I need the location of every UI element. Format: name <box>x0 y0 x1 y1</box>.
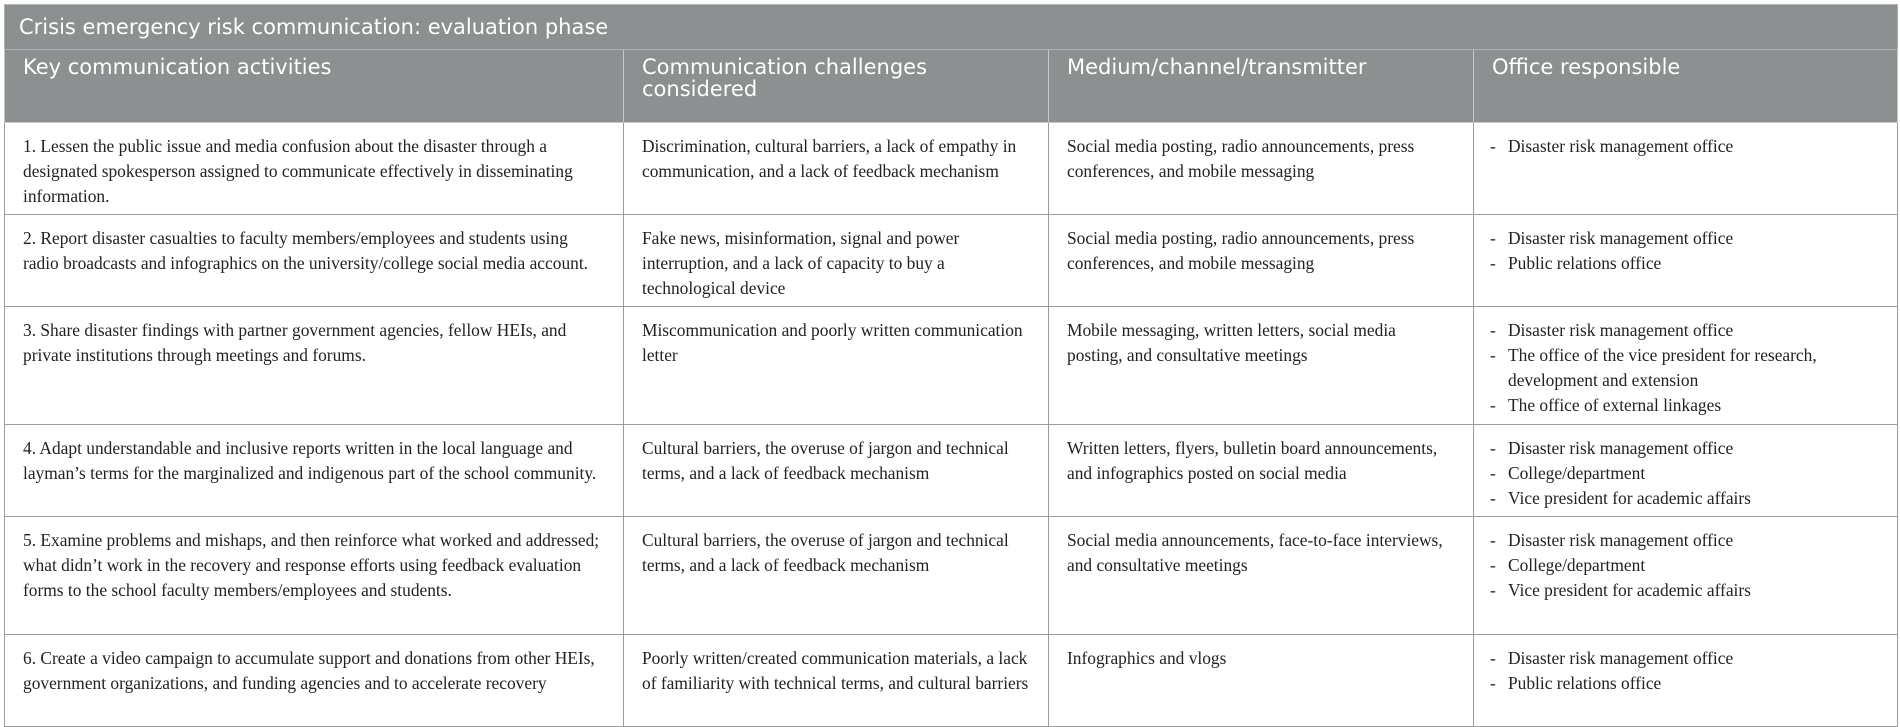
office-cell <box>1474 215 1898 307</box>
dash-bullet: - <box>1490 488 1496 508</box>
office-item <box>1490 646 1883 671</box>
column-header-row <box>5 50 1898 123</box>
dash-bullet: - <box>1490 463 1496 483</box>
office-cell <box>1474 307 1898 425</box>
challenges-cell: Fake news, misinformation, signal and power interruption, and a lack of capacity to buy a technological device <box>624 215 1049 307</box>
dash-bullet: - <box>1490 648 1496 668</box>
medium-cell: Infographics and vlogs <box>1049 635 1474 727</box>
office-name: Vice president for academic affairs <box>1508 580 1751 600</box>
medium-cell: Mobile messaging, written letters, social media posting, and consultative meetings <box>1049 307 1474 425</box>
column-header-medium: Medium/channel/transmitter <box>1049 50 1474 123</box>
office-cell <box>1474 517 1898 635</box>
office-item <box>1490 528 1883 553</box>
office-name: Disaster risk management office <box>1508 530 1734 550</box>
cerc-evaluation-table-container <box>4 4 1897 727</box>
office-name: Public relations office <box>1508 673 1662 693</box>
column-header-activities: Key communication activities <box>5 50 624 123</box>
office-cell <box>1474 425 1898 517</box>
table-row <box>5 215 1898 307</box>
dash-bullet: - <box>1490 438 1496 458</box>
office-item <box>1490 251 1883 276</box>
medium-cell: Social media posting, radio announcements, press conferences, and mobile messaging <box>1049 123 1474 215</box>
activity-cell: 3. Share disaster findings with partner government agencies, fellow HEIs, and private institutions through meetings and forums. <box>5 307 624 425</box>
office-name: College/department <box>1508 463 1646 483</box>
challenges-cell: Discrimination, cultural barriers, a lack of empathy in communication, and a lack of feedback mechanism <box>624 123 1049 215</box>
activity-cell: 5. Examine problems and mishaps, and then reinforce what worked and addressed; what didn’t work in the recovery and response efforts using feedback evaluation forms to the school faculty members/employees and students. <box>5 517 624 635</box>
column-header-office: Office responsible <box>1474 50 1898 123</box>
office-item <box>1490 226 1883 251</box>
dash-bullet: - <box>1490 673 1496 693</box>
office-item <box>1490 553 1883 578</box>
table-body <box>5 123 1898 727</box>
challenges-cell: Poorly written/created communication materials, a lack of familiarity with technical terms, and cultural barriers <box>624 635 1049 727</box>
table-title-row <box>5 5 1898 50</box>
medium-cell: Social media announcements, face-to-face interviews, and consultative meetings <box>1049 517 1474 635</box>
dash-bullet: - <box>1490 345 1496 365</box>
table-row <box>5 425 1898 517</box>
office-item <box>1490 461 1883 486</box>
office-item <box>1490 578 1883 603</box>
medium-cell: Social media posting, radio announcements, press conferences, and mobile messaging <box>1049 215 1474 307</box>
office-name: Disaster risk management office <box>1508 320 1734 340</box>
office-list <box>1490 528 1883 603</box>
office-name: Disaster risk management office <box>1508 648 1734 668</box>
medium-cell: Written letters, flyers, bulletin board announcements, and infographics posted on social media <box>1049 425 1474 517</box>
office-list <box>1490 134 1883 159</box>
office-cell <box>1474 123 1898 215</box>
dash-bullet: - <box>1490 530 1496 550</box>
office-name: Vice president for academic affairs <box>1508 488 1751 508</box>
office-cell <box>1474 635 1898 727</box>
office-name: The office of the vice president for research, development and extension <box>1508 345 1817 390</box>
office-list <box>1490 646 1883 696</box>
dash-bullet: - <box>1490 580 1496 600</box>
table-row <box>5 123 1898 215</box>
dash-bullet: - <box>1490 320 1496 340</box>
office-list <box>1490 226 1883 276</box>
challenges-cell: Miscommunication and poorly written communication letter <box>624 307 1049 425</box>
column-header-challenges: Communication challenges considered <box>624 50 1049 123</box>
office-name: College/department <box>1508 555 1646 575</box>
office-item <box>1490 486 1883 511</box>
office-name: The office of external linkages <box>1508 395 1722 415</box>
activity-cell: 1. Lessen the public issue and media confusion about the disaster through a designated spokesperson assigned to communicate effectively in disseminating information. <box>5 123 624 215</box>
activity-cell: 6. Create a video campaign to accumulate support and donations from other HEIs, government organizations, and funding agencies and to accelerate recovery <box>5 635 624 727</box>
office-item <box>1490 671 1883 696</box>
office-item <box>1490 134 1883 159</box>
office-name: Public relations office <box>1508 253 1662 273</box>
office-name: Disaster risk management office <box>1508 136 1734 156</box>
dash-bullet: - <box>1490 136 1496 156</box>
dash-bullet: - <box>1490 555 1496 575</box>
office-name: Disaster risk management office <box>1508 438 1734 458</box>
dash-bullet: - <box>1490 253 1496 273</box>
dash-bullet: - <box>1490 395 1496 415</box>
challenges-cell: Cultural barriers, the overuse of jargon and technical terms, and a lack of feedback mechanism <box>624 517 1049 635</box>
table-row <box>5 517 1898 635</box>
challenges-cell: Cultural barriers, the overuse of jargon and technical terms, and a lack of feedback mechanism <box>624 425 1049 517</box>
table-row <box>5 307 1898 425</box>
office-list <box>1490 436 1883 511</box>
activity-cell: 2. Report disaster casualties to faculty members/employees and students using radio broadcasts and infographics on the university/college social media account. <box>5 215 624 307</box>
office-item <box>1490 393 1883 418</box>
office-item <box>1490 436 1883 461</box>
table-title: Crisis emergency risk communication: evaluation phase <box>5 5 1898 50</box>
office-item <box>1490 343 1883 393</box>
office-list <box>1490 318 1883 418</box>
table-row <box>5 635 1898 727</box>
office-name: Disaster risk management office <box>1508 228 1734 248</box>
dash-bullet: - <box>1490 228 1496 248</box>
office-item <box>1490 318 1883 343</box>
activity-cell: 4. Adapt understandable and inclusive reports written in the local language and layman’s terms for the marginalized and indigenous part of the school community. <box>5 425 624 517</box>
cerc-evaluation-table <box>4 4 1898 727</box>
